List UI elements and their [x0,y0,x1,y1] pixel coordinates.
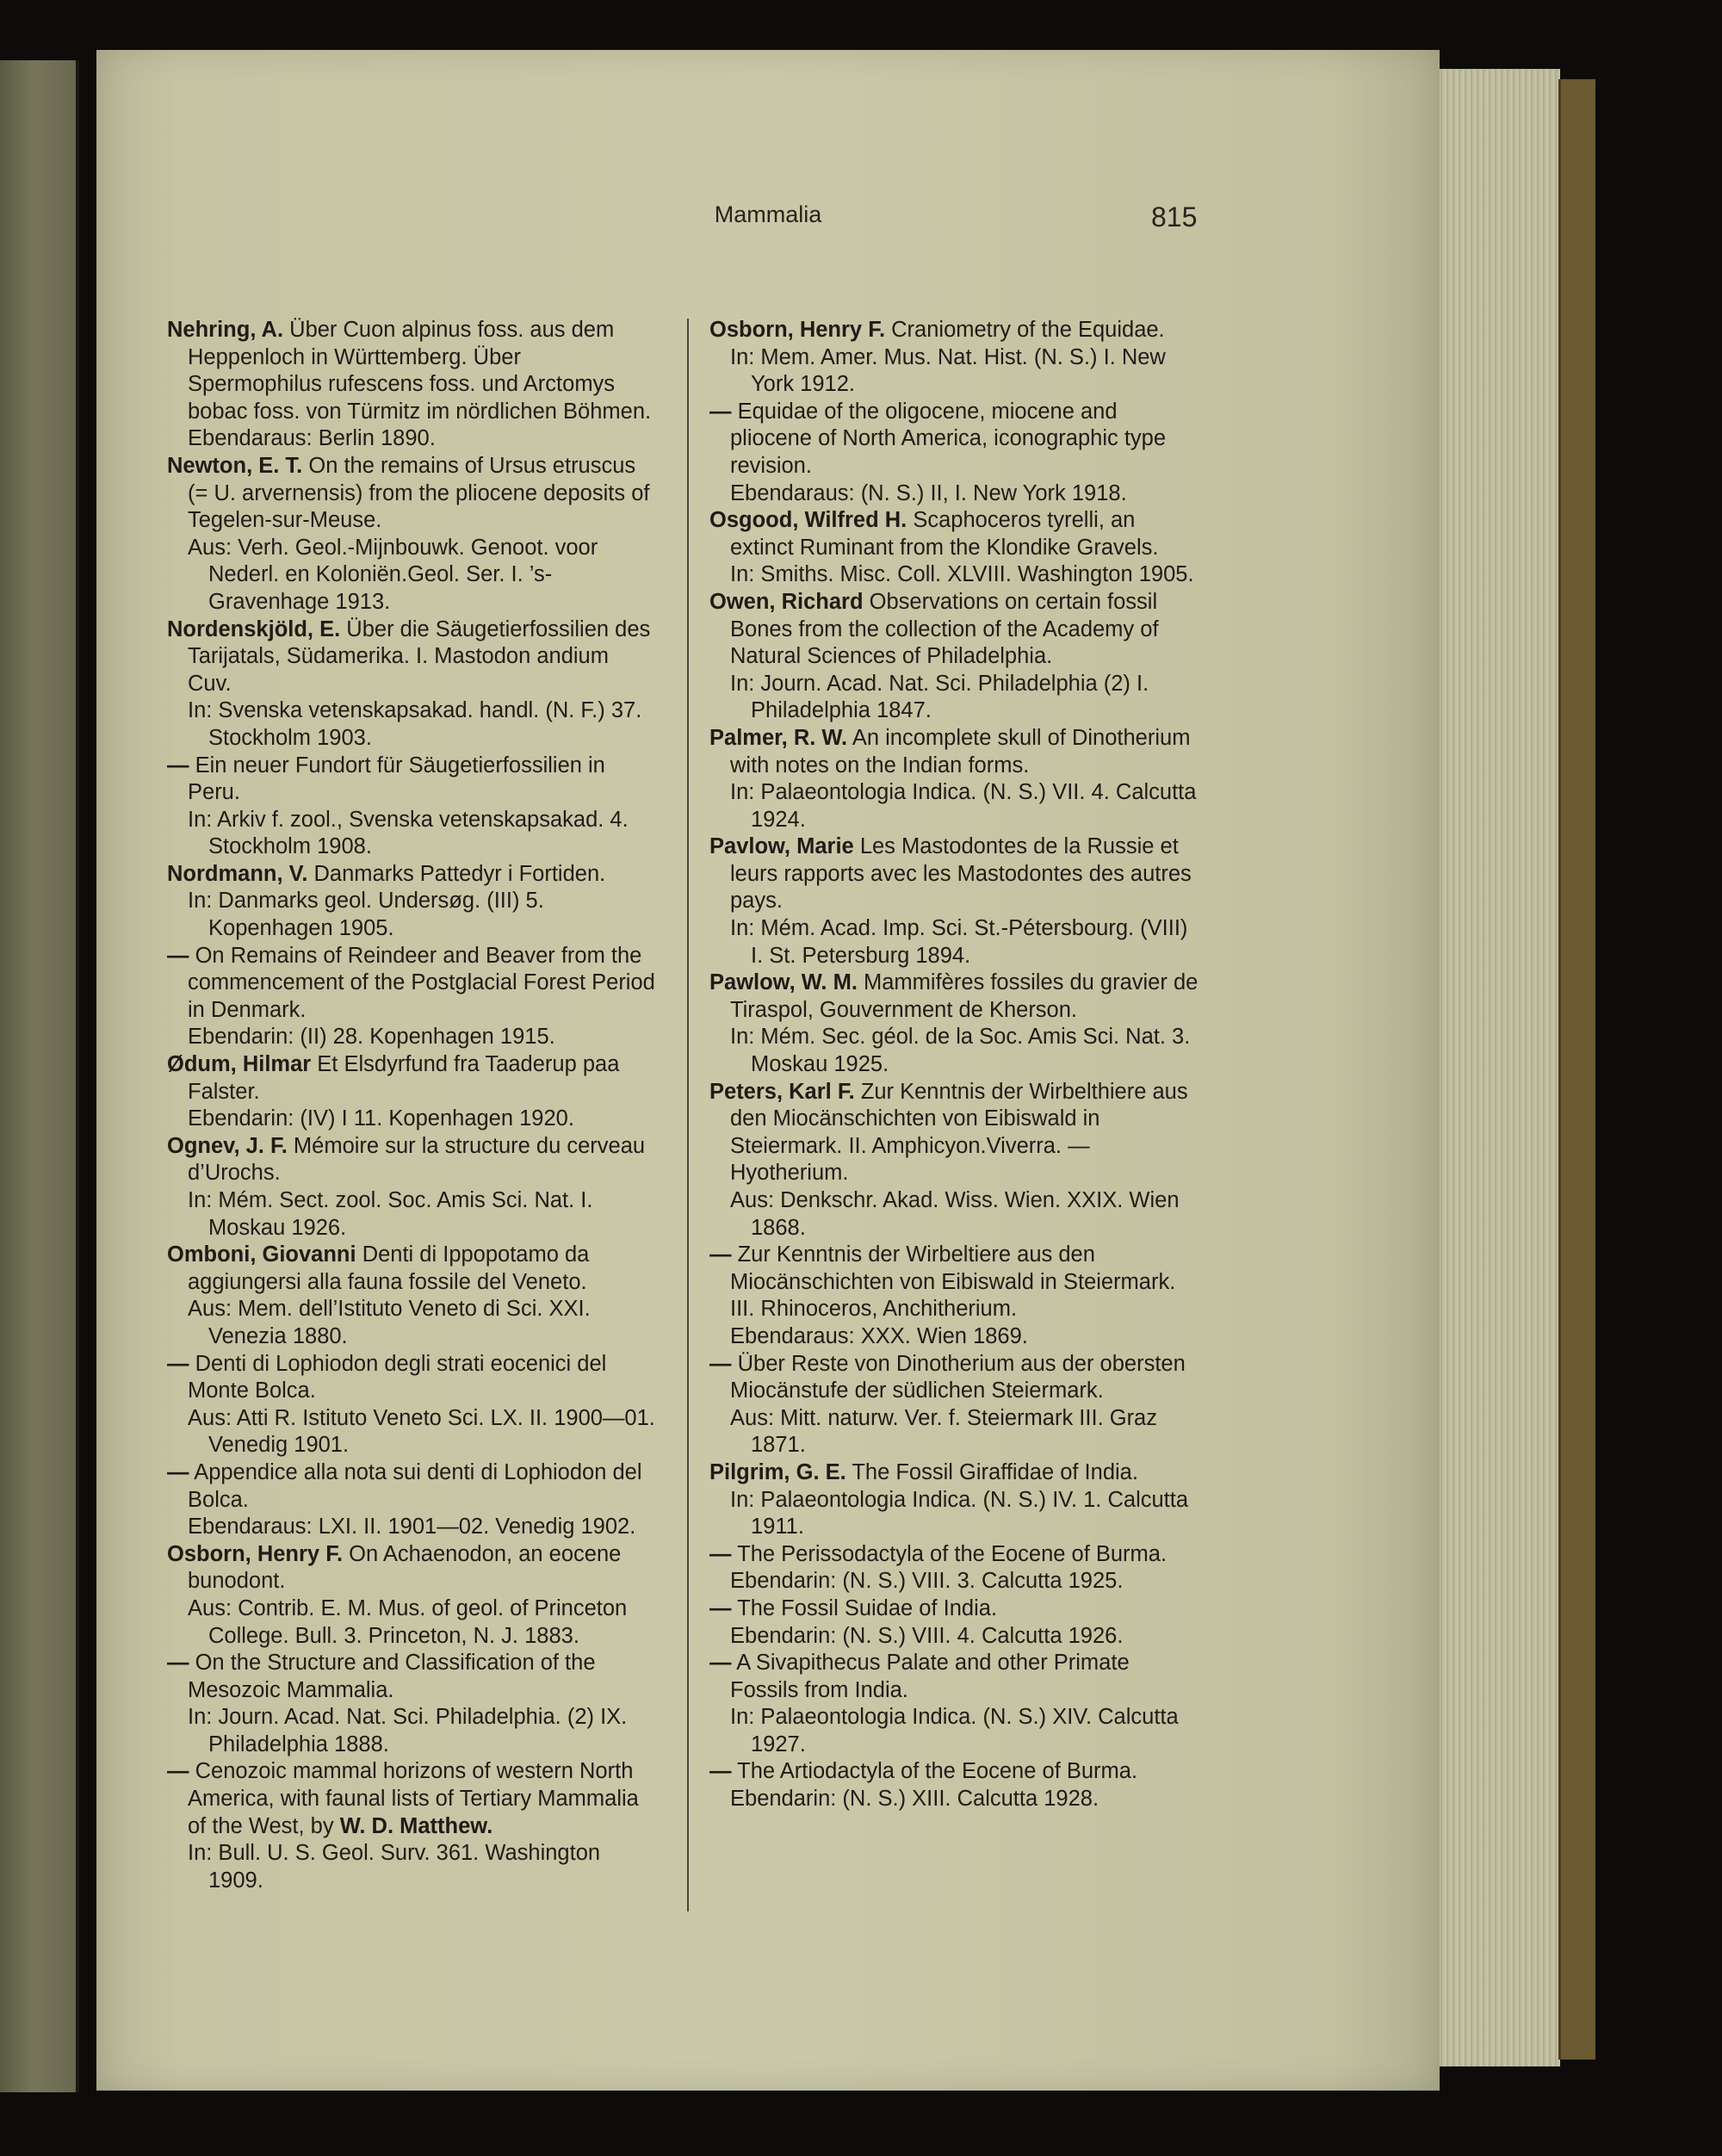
entry-author: Omboni, Giovanni [167,1242,356,1267]
entry-title: Ein neuer Fundort für Säugetierfossilien in Peru. [188,753,605,805]
bibliography-entry [167,453,656,616]
entry-source: Ebendarin: (II) 28. Kopenhagen 1915. [188,1025,555,1050]
entry-title: Et Elsdyrfund fra Taaderup paa Falster. [188,1052,620,1104]
entry-source: Aus: Denkschr. Akad. Wiss. Wien. XXIX. Wien 1868. [730,1188,1180,1240]
entry-citation [167,1051,656,1106]
entry-source: In: Danmarks geol. Undersøg. (III) 5. Kopenhagen 1905. [188,889,544,941]
entry-source: In: Journ. Acad. Nat. Sci. Philadelphia. (2) IX. Philadelphia 1888. [188,1705,628,1756]
entry-title: On the remains of Ursus etruscus (= U. arvernensis) from the pliocene deposits of Tegelen-sur-Meuse. [188,453,650,533]
entry-source: In: Palaeontologia Indica. (N. S.) VII. 4. Calcutta 1924. [730,780,1197,832]
bibliography-entry [709,833,1199,970]
entry-title: The Fossil Suidae of India. [737,1595,998,1620]
entry-source: Ebendaraus: LXI. II. 1901—02. Venedig 1902. [188,1515,636,1540]
entry-author: Ognev, J. F. [167,1133,288,1158]
entry-source: Ebendarin: (IV) I 11. Kopenhagen 1920. [188,1106,574,1131]
right-column [709,317,1199,1813]
entry-source: In: Mem. Amer. Mus. Nat. Hist. (N. S.) I. New York 1912. [730,344,1166,397]
entry-citation [167,1650,656,1704]
entry-citation [709,1459,1199,1487]
entry-title: The Perissodactyla of the Eocene of Burma. [737,1541,1168,1566]
entry-author: Pawlow, W. M. [709,970,858,995]
bibliography-entry [709,1079,1199,1242]
entry-title: Scaphoceros tyrelli, an extinct Ruminant from the Klondike Gravels. [730,508,1159,560]
bibliography-entry [709,589,1199,725]
entry-source: In: Palaeontologia Indica. (N. S.) IV. 1. Calcutta 1911. [730,1487,1189,1540]
bibliography-entry [709,1242,1199,1350]
entry-citation [709,1541,1199,1569]
entry-author: — [167,1351,189,1376]
entry-title: On the Structure and Classification of the Mesozoic Mammalia. [188,1651,596,1702]
entry-author: — [709,1595,732,1620]
entry-source: Ebendaraus: Berlin 1890. [188,426,436,451]
entry-title: A Sivapithecus Palate and other Primate Fossils from India. [730,1651,1130,1702]
entry-citation [709,1079,1199,1187]
bibliography-entry [709,1459,1199,1541]
entry-citation [709,833,1199,915]
bibliography-entry [709,1595,1199,1650]
entry-author: Pavlow, Marie [709,834,854,859]
entry-title: Danmarks Pattedyr i Fortiden. [313,861,606,886]
entry-source: In: Mém. Sec. géol. de la Soc. Amis Sci. Nat. 3. Moskau 1925. [730,1025,1191,1077]
entry-title: Cenozoic mammal horizons of western North America, with faunal lists of Tertiary Mammalia of the West, by [188,1759,639,1838]
bibliography-entry [167,1242,656,1350]
page-number: 815 [1151,201,1198,232]
bibliography-entry [167,1051,656,1133]
bibliography-entry [709,317,1199,399]
entry-citation [167,616,656,698]
bibliography-entry [167,753,656,861]
entry-title: Craniometry of the Equidae. [891,318,1165,342]
entry-source: In: Palaeontologia Indica. (N. S.) XIV. Calcutta 1927. [730,1705,1179,1756]
entry-author: — [709,1242,732,1267]
running-head: Mammalia [714,201,822,227]
bibliography-entry [709,725,1199,833]
entry-title: An incomplete skull of Dinotherium with notes on the Indian forms. [730,725,1191,778]
entry-author: — [709,399,732,424]
entry-author: Osgood, Wilfred H. [709,508,907,533]
bibliography-entry [167,616,656,753]
page-stack-edge [1429,69,1560,2066]
entry-author: — [167,943,189,968]
entry-author: Pilgrim, G. E. [709,1459,846,1484]
entry-title: Mammifères fossiles du gravier de Tiraspol, Gouvernment de Kherson. [730,970,1199,1022]
entry-citation [167,1758,656,1840]
entry-title: Observations on certain fossil Bones from the collection of the Academy of Natural Sciences of Philadelphia. [730,589,1159,669]
entry-source: Ebendarin: (N. S.) VIII. 4. Calcutta 1926. [730,1623,1124,1648]
entry-citation [167,861,656,889]
facing-page-edge [0,60,79,2092]
entry-citation [709,507,1199,561]
entry-citation [709,1758,1199,1786]
bibliography-entry [167,1459,656,1541]
entry-author: Owen, Richard [709,589,864,614]
entry-source: Aus: Mitt. naturw. Ver. f. Steiermark III. Graz 1871. [730,1405,1157,1458]
left-column [167,317,656,1894]
entry-citation [709,1650,1199,1704]
entry-citation [709,317,1199,344]
entry-author: — [709,1351,732,1376]
book-page [96,50,1440,2091]
entry-author: — [167,1759,189,1784]
column-divider [687,319,689,1911]
book-cover-edge [1558,79,1595,2060]
entry-source: In: Arkiv f. zool., Svenska vetenskapsakad. 4. Stockholm 1908. [188,807,629,859]
entry-citation [167,1351,656,1405]
entry-citation [709,399,1199,480]
entry-title: Zur Kenntnis der Wirbeltiere aus den Miocänschichten von Eibiswald in Steiermark. III. Rhinoceros, Anchitherium. [730,1242,1176,1322]
entry-citation [709,1242,1199,1323]
bibliography-entry [709,1650,1199,1758]
entry-citation [709,725,1199,779]
bibliography-entry [167,1541,656,1650]
entry-title-bold: W. D. Matthew. [339,1813,493,1838]
entry-title: On Achaenodon, an eocene bunodont. [188,1541,622,1594]
entry-author: Palmer, R. W. [709,725,848,750]
entry-title: On Remains of Reindeer and Beaver from the commencement of the Postglacial Forest Period in Denmark. [188,943,655,1022]
entry-citation [167,1459,656,1514]
bibliography-entry [709,399,1199,507]
entry-source: Aus: Verh. Geol.-Mijnbouwk. Genoot. voor Nederl. en Koloniën.Geol. Ser. I. ’s-Gravenhage 1913. [188,535,598,614]
entry-citation [709,1351,1199,1405]
bibliography-entry [167,1758,656,1894]
entry-source: Ebendarin: (N. S.) XIII. Calcutta 1928. [730,1787,1099,1812]
entry-source: In: Mém. Acad. Imp. Sci. St.-Pétersbourg. (VIII) I. St. Petersburg 1894. [730,916,1188,968]
entry-author: Osborn, Henry F. [167,1541,344,1566]
bibliography-entry [709,507,1199,589]
entry-citation [709,1595,1199,1623]
entry-citation [167,1242,656,1296]
entry-title: Über Cuon alpinus foss. aus dem Heppenloch in Württemberg. Über Spermophilus rufescens foss. und Arctomys bobac foss. von Türmitz im nördlichen Böhmen. [188,318,652,424]
entry-citation [709,970,1199,1024]
entry-title: Denti di Ippopotamo da aggiungersi alla fauna fossile del Veneto. [188,1242,590,1294]
entry-title: Mémoire sur la structure du cerveau d’Urochs. [188,1133,646,1186]
entry-citation [167,753,656,807]
entry-author: Nehring, A. [167,318,284,342]
entry-source: Ebendaraus: (N. S.) II, I. New York 1918. [730,480,1127,505]
entry-citation [709,589,1199,671]
entry-author: — [167,1459,189,1484]
entry-source: In: Svenska vetenskapsakad. handl. (N. F.) 37. Stockholm 1903. [188,698,642,750]
entry-citation [167,1541,656,1595]
entry-author: — [167,1651,189,1676]
bibliography-entry [167,1133,656,1242]
entry-title: Zur Kenntnis der Wirbelthiere aus den Miocänschichten von Eibiswald in Steiermark. II. Amphicyon.Viverra. — Hyotherium. [730,1079,1188,1186]
bibliography-entry [167,943,656,1051]
entry-source: In: Smiths. Misc. Coll. XLVIII. Washington 1905. [730,562,1194,587]
bibliography-entry [709,1541,1199,1595]
entry-title: Les Mastodontes de la Russie et leurs rapports avec les Mastodontes des autres pays. [730,834,1192,914]
entry-title: Denti di Lophiodon degli strati eocenici del Monte Bolca. [188,1351,607,1403]
entry-title: Über Reste von Dinotherium aus der obersten Miocänstufe der südlichen Steiermark. [730,1351,1186,1403]
entry-title: The Fossil Giraffidae of India. [852,1459,1138,1484]
entry-author: Newton, E. T. [167,453,303,478]
bibliography-entry [167,1650,656,1758]
bibliography-entry [709,970,1199,1078]
entry-author: — [709,1759,732,1784]
bibliography-entry [709,1758,1199,1812]
entry-title: Equidae of the oligocene, miocene and pliocene of North America, iconographic type revision. [730,399,1167,478]
entry-source: In: Bull. U. S. Geol. Surv. 361. Washington 1909. [188,1841,601,1893]
entry-author: Peters, Karl F. [709,1079,855,1104]
bibliography-entry [167,861,656,943]
entry-author: Nordmann, V. [167,861,308,886]
entry-author: — [709,1541,732,1566]
entry-title: Appendice alla nota sui denti di Lophiodon del Bolca. [188,1459,642,1512]
entry-source: Aus: Mem. dell’Istituto Veneto di Sci. XXI. Venezia 1880. [188,1297,591,1348]
entry-citation [167,943,656,1025]
entry-title: Über die Säugetierfossilien des Tarijatals, Südamerika. I. Mastodon andium Cuv. [188,616,651,696]
bibliography-entry [167,317,656,453]
entry-source: In: Mém. Sect. zool. Soc. Amis Sci. Nat. I. Moskau 1926. [188,1188,593,1240]
entry-citation [167,317,656,425]
entry-author: Ødum, Hilmar [167,1052,312,1077]
entry-source: Ebendaraus: XXX. Wien 1869. [730,1323,1028,1348]
entry-citation [167,1133,656,1187]
entry-source: Aus: Contrib. E. M. Mus. of geol. of Princeton College. Bull. 3. Princeton, N. J. 1883. [188,1595,628,1648]
entry-author: Osborn, Henry F. [709,318,886,342]
entry-title: The Artiodactyla of the Eocene of Burma. [737,1759,1138,1784]
entry-source: Ebendarin: (N. S.) VIII. 3. Calcutta 1925. [730,1569,1124,1594]
bibliography-entry [167,1351,656,1459]
entry-citation [167,453,656,535]
entry-author: — [709,1651,732,1676]
entry-author: Nordenskjöld, E. [167,616,341,641]
entry-source: In: Journ. Acad. Nat. Sci. Philadelphia (2) I. Philadelphia 1847. [730,671,1149,723]
entry-author: — [167,753,189,778]
bibliography-entry [709,1351,1199,1459]
entry-source: Aus: Atti R. Istituto Veneto Sci. LX. II. 1900—01. Venedig 1901. [188,1405,655,1458]
